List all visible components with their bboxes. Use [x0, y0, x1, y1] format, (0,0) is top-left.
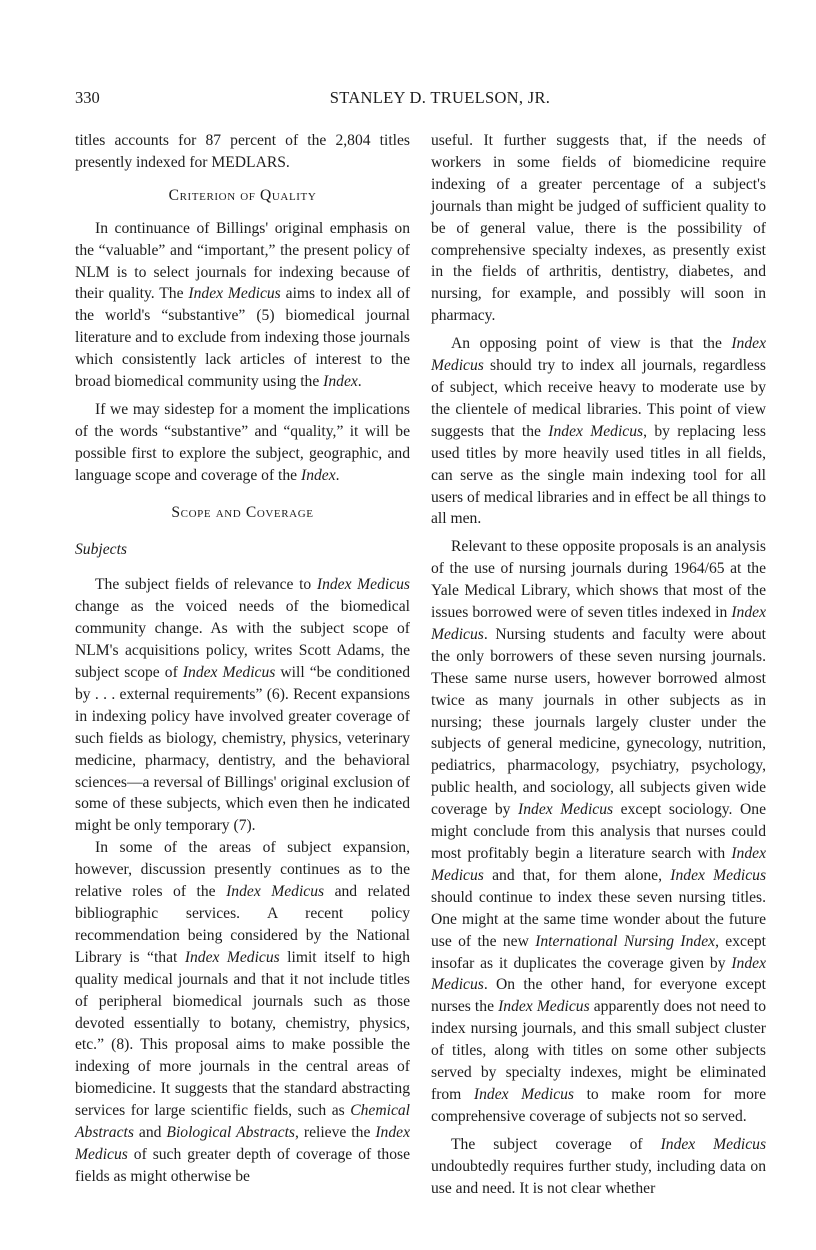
italic-title-run: Index Medicus: [473, 1085, 574, 1103]
italic-title-run: Index Medicus: [184, 948, 280, 966]
text-run: and: [133, 1124, 167, 1142]
italic-title-run: Index Medicus: [431, 335, 766, 375]
italic-title-run: Index: [323, 373, 358, 391]
paragraph: [75, 399, 410, 487]
text-run: will “be conditioned by . . . external requirements” (6). Recent expansions in indexing policy have involved greater coverage of such fields as biology, chemistry, physics, veterinary medicine, pharmacy, dentistry, and the behavioral sciences—a reversal of Billings' original exclusion of some of these subjects, which even then he indicated might be only temporary (7).: [75, 664, 411, 835]
italic-title-run: Index Medicus: [431, 954, 766, 994]
subheading-subjects: Subjects: [75, 540, 127, 558]
text-run: undoubtedly requires further study, including data on use and need. It is not clear whether: [431, 1157, 766, 1197]
text-run: In some of the areas of subject expansion, however, discussion presently continues as to the relative roles of the: [75, 839, 410, 901]
italic-title-run: Index Medicus: [548, 422, 644, 440]
italic-title-run: Index Medicus: [431, 845, 766, 884]
italic-title-run: Index Medicus: [316, 576, 410, 594]
text-run: The subject fields of relevance to: [95, 576, 317, 594]
right-column: [431, 130, 766, 1200]
section-heading-criterion-of-quality: Criterion of Quality: [168, 186, 317, 204]
text-run: limit itself to high quality medical journals and that it not include titles of peripheral biomedical journals such as those devoted essentially to botany, chemistry, physics, etc.” (8). This proposal aims to make possible the indexing of more journals in the central areas of biomedicine. It suggests that the standard abstracting services for large scientific fields, such as: [75, 948, 410, 1120]
text-run: and related bibliographic services. A recent policy recommendation being considered by the National Library is “that: [75, 883, 411, 966]
paragraph: [431, 536, 766, 1127]
italic-title-run: Index Medicus: [226, 883, 325, 901]
text-run: aims to index all of the world's “substantive” (5) biomedical journal literature and to exclude from indexing those journals which consistently lack articles of interest to the broad biomedical community using the: [75, 285, 411, 391]
text-run: should try to index all journals, regardless of subject, which receive heavy to moderate use by the clientele of medical libraries. This point of view suggests that the: [431, 357, 766, 440]
italic-title-run: Index: [301, 466, 336, 484]
italic-title-run: Index Medicus: [670, 866, 767, 884]
italic-title-run: Biological Abstracts: [166, 1124, 296, 1142]
paragraph: [75, 218, 410, 393]
italic-title-run: Index Medicus: [182, 664, 276, 682]
text-run: change as the voiced needs of the biomedical community change. As with the subject scope of NLM's acquisitions policy, writes Scott Adams, the subject scope of: [75, 598, 410, 682]
page-header: [75, 88, 765, 112]
paragraph: [431, 130, 766, 327]
text-run: except sociology. One might conclude from this analysis that nurses could most profitably begin a literature search with: [431, 801, 767, 862]
italic-title-run: Index Medicus: [75, 1124, 410, 1163]
text-run: , relieve the: [295, 1124, 376, 1142]
text-run: .: [357, 373, 362, 391]
italic-title-run: Index Medicus: [518, 801, 614, 819]
page-number: 330: [75, 88, 100, 107]
text-run: , except insofar as it duplicates the coverage given by: [431, 932, 766, 972]
text-run: The subject coverage of: [451, 1135, 661, 1153]
text-run: Relevant to these opposite proposals is an analysis of the use of nursing journals during 1964/65 at the Yale Medical Library, which shows that most of the issues borrowed were of seven titles indexed in: [431, 538, 766, 622]
text-run: apparently does not need to index nursing journals, and this small subject cluster of titles, along with titles on some other subjects served by specialty indexes, might be eliminated from: [431, 998, 766, 1103]
text-run: titles accounts for 87 percent of the 2,804 titles presently indexed for MEDLARS.: [75, 132, 410, 171]
italic-title-run: International Nursing Index: [535, 932, 716, 950]
paragraph: [431, 1134, 766, 1200]
italic-title-run: Index Medicus: [498, 998, 590, 1016]
text-run: If we may sidestep for a moment the implications of the words “substantive” and “quality,” it will be possible first to explore the subject, geographic, and language scope and coverage of the: [75, 400, 410, 484]
text-run: useful. It further suggests that, if the needs of workers in some fields of biomedicine require indexing of a greater percentage of a subject's journals than might be judged of sufficient quality to be of general value, there is the possibility of comprehensive specialty indexes, as presently exist in the fields of arthritis, dentistry, diabetes, and nursing, for example, and possibly will soon in pharmacy.: [431, 132, 766, 325]
text-run: . Nursing students and faculty were about the only borrowers of these seven nursing journals. These same nurse users, however borrowed almost twice as many journals in other subjects as in nursing; these journals largely cluster under the subjects of general medicine, gynecology, nutrition, pediatrics, pharmacology, psychiatry, psychology, public health, and sociology, all subjects given wide coverage by: [431, 625, 766, 819]
italic-title-run: Index Medicus: [188, 285, 281, 303]
text-run: .: [335, 466, 340, 484]
paragraph: [75, 837, 410, 1188]
italic-title-run: Chemical Abstracts: [75, 1102, 410, 1142]
text-run: In continuance of Billings' original emphasis on the “valuable” and “important,” the present policy of NLM is to select journals for indexing because of their quality. The: [75, 219, 410, 303]
italic-title-run: Index Medicus: [431, 604, 766, 643]
paragraph: [75, 574, 410, 837]
text-run: , by replacing less used titles by more heavily used titles in all fields, can serve as the single main indexing tool for all users of medical libraries and in effect be all things to all men.: [431, 422, 766, 528]
paragraph: [75, 130, 410, 174]
text-run: and that, for them alone,: [483, 866, 671, 884]
text-run: of such greater depth of coverage of those fields as might otherwise be: [75, 1145, 410, 1185]
running-head: STANLEY D. TRUELSON, JR.: [329, 88, 551, 107]
text-run: to make room for more comprehensive coverage of subjects not so served.: [431, 1085, 767, 1125]
text-run: should continue to index these seven nursing titles. One might at the same time wonder about the future use of the new: [431, 888, 766, 950]
italic-title-run: Index Medicus: [660, 1135, 767, 1153]
text-run: . On the other hand, for everyone except nurses the: [431, 976, 766, 1016]
left-column: [75, 130, 410, 1188]
text-run: An opposing point of view is that the: [451, 335, 732, 353]
section-heading-scope-and-coverage: Scope and Coverage: [171, 503, 314, 521]
paragraph: [431, 333, 766, 530]
